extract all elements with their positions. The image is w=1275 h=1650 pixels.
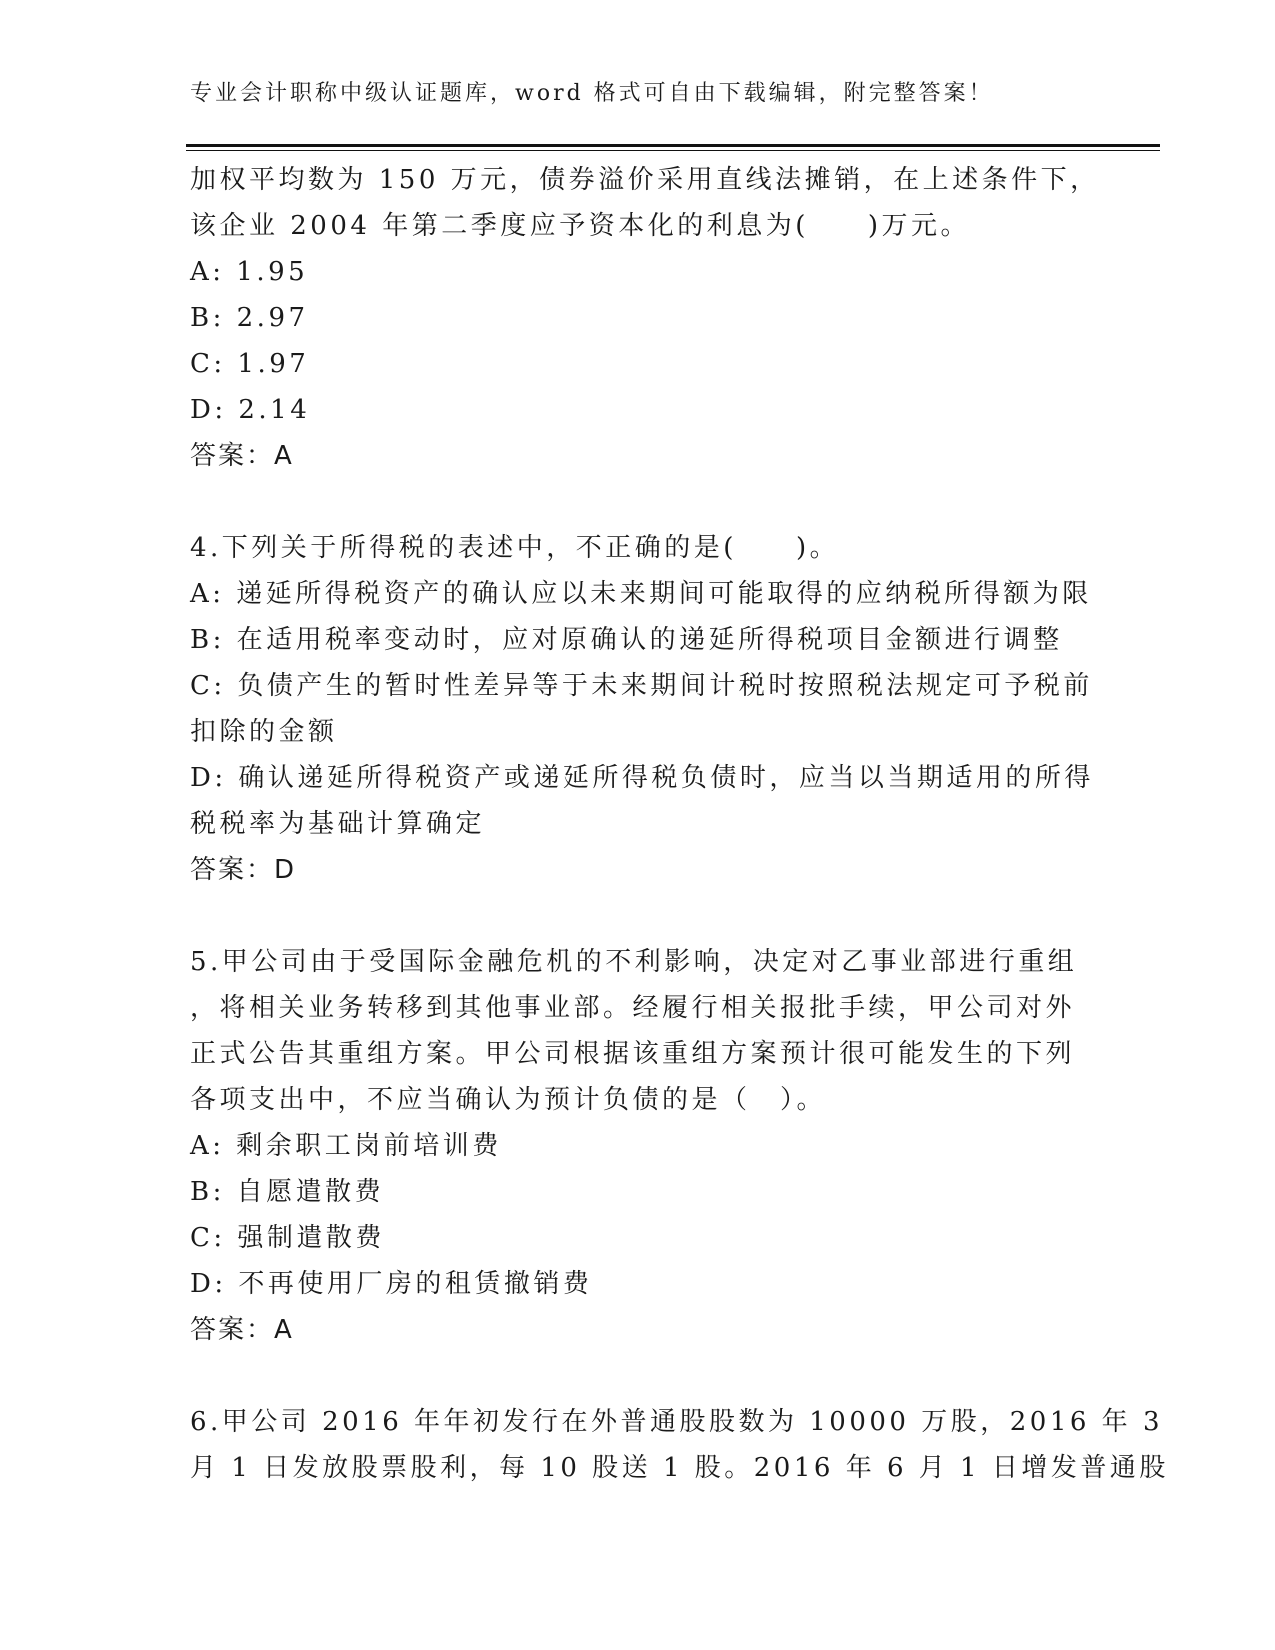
question-stem-line: 5.甲公司由于受国际金融危机的不利影响，决定对乙事业部进行重组	[190, 947, 1078, 977]
option-c: C: 1.97	[190, 349, 310, 379]
document-body	[190, 157, 1169, 1491]
option-c-continued: 扣除的金额	[190, 717, 338, 747]
spacer	[190, 479, 1090, 525]
header-rule-thin	[186, 150, 1160, 151]
option-a: A: 剩余职工岗前培训费	[190, 1131, 502, 1161]
answer-line: 答案：A	[190, 441, 294, 471]
question-stem-line: 月 1 日发放股票股利，每 10 股送 1 股。2016 年 6 月 1 日增发普通股	[190, 1453, 1169, 1483]
spacer	[190, 893, 1090, 939]
header-rule-thick	[186, 144, 1160, 147]
question-stem-line: ，将相关业务转移到其他事业部。经履行相关报批手续，甲公司对外	[190, 993, 1076, 1023]
question-stem-line: 加权平均数为 150 万元，债券溢价采用直线法摊销，在上述条件下，	[190, 165, 1100, 195]
option-b: B: 自愿遣散费	[190, 1177, 385, 1207]
question-6	[190, 1399, 1169, 1491]
question-3	[190, 157, 1100, 479]
page-header: 专业会计职称中级认证题库，word 格式可自由下载编辑，附完整答案！	[190, 81, 994, 106]
question-4	[190, 525, 1094, 893]
option-d: D: 2.14	[190, 395, 311, 425]
option-a: A: 递延所得税资产的确认应以未来期间可能取得的应纳税所得额为限	[190, 579, 1092, 609]
question-stem-line: 6.甲公司 2016 年年初发行在外普通股股数为 10000 万股，2016 年 3	[190, 1407, 1163, 1437]
option-d-continued: 税税率为基础计算确定	[190, 809, 486, 839]
answer-line: 答案：D	[190, 855, 297, 885]
question-stem-line: 4.下列关于所得税的表述中，不正确的是( )。	[190, 533, 840, 563]
question-5	[190, 939, 1090, 1353]
spacer	[190, 1353, 1090, 1399]
question-stem-line: 该企业 2004 年第二季度应予资本化的利息为( )万元。	[190, 211, 970, 241]
option-b: B: 2.97	[190, 303, 309, 333]
option-d: D: 不再使用厂房的租赁撤销费	[190, 1269, 593, 1299]
option-b: B: 在适用税率变动时，应对原确认的递延所得税项目金额进行调整	[190, 625, 1063, 655]
option-d: D: 确认递延所得税资产或递延所得税负债时，应当以当期适用的所得	[190, 763, 1094, 793]
answer-line: 答案：A	[190, 1315, 294, 1345]
question-stem-line: 各项支出中，不应当确认为预计负债的是（ ）。	[190, 1085, 827, 1115]
option-c: C: 负债产生的暂时性差异等于未来期间计税时按照税法规定可予税前	[190, 671, 1093, 701]
question-stem-line: 正式公告其重组方案。甲公司根据该重组方案预计很可能发生的下列	[190, 1039, 1076, 1069]
option-c: C: 强制遣散费	[190, 1223, 385, 1253]
option-a: A: 1.95	[190, 257, 309, 287]
